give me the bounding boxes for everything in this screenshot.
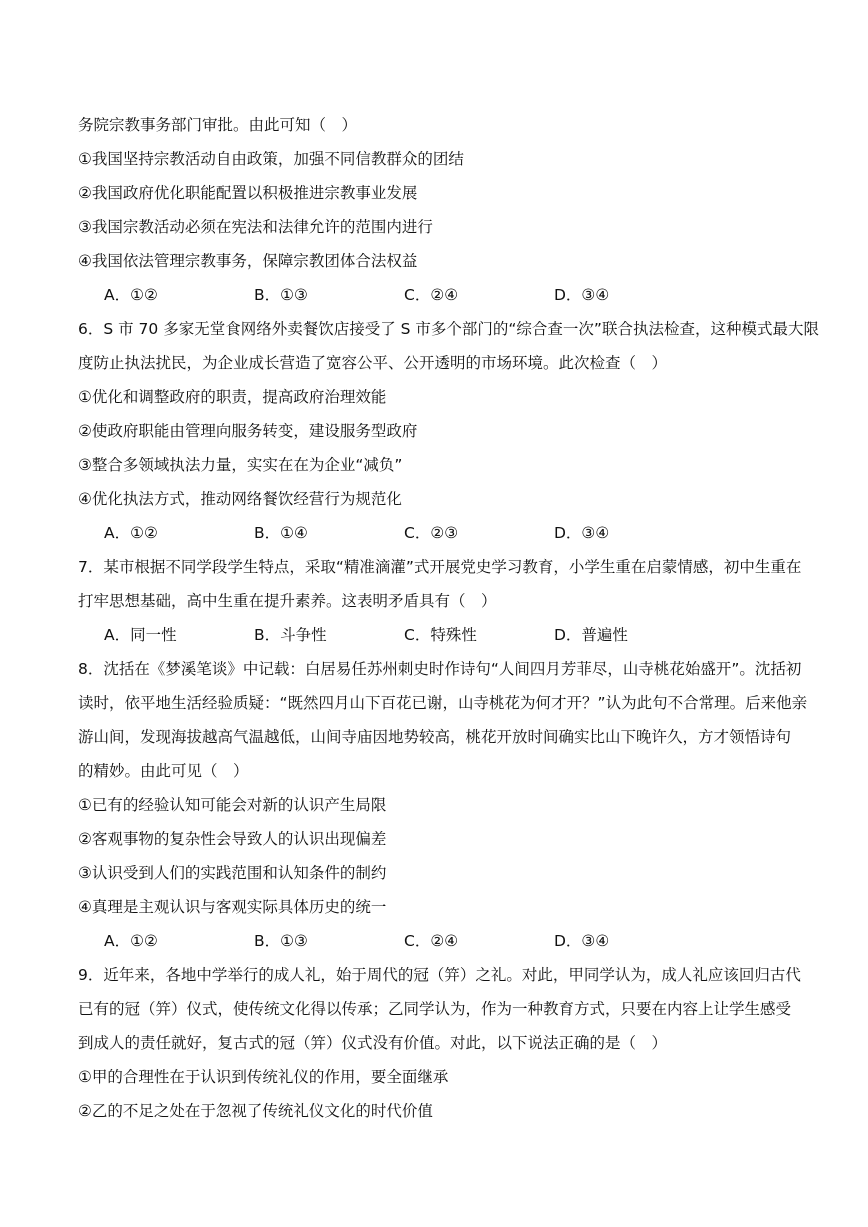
q9-item-2: ②乙的不足之处在于忽视了传统礼仪文化的时代价值 (78, 1102, 433, 1120)
q5-stem: 务院宗教事务部门审批。由此可知（ ） (78, 116, 358, 134)
q6-item-2: ②使政府职能由管理向服务转变，建设服务型政府 (78, 422, 418, 440)
q7-option-d: D．普遍性 (554, 626, 628, 644)
q6-option-c: C．②③ (404, 524, 459, 542)
q6-option-a: A．①② (104, 524, 158, 542)
q6-option-b: B．①④ (254, 524, 308, 542)
q8-stem-line-4: 的精妙。由此可见（ ） (78, 762, 249, 780)
q5-option-c: C．②④ (404, 286, 459, 304)
q9-stem-line-3: 到成人的责任就好，复古式的冠（笄）仪式没有价值。对此，以下说法正确的是（ ） (78, 1034, 668, 1052)
q5-option-d: D．③④ (554, 286, 610, 304)
q8-option-c: C．②④ (404, 932, 459, 950)
q5-item-4: ④我国依法管理宗教事务，保障宗教团体合法权益 (78, 252, 418, 270)
q6-stem-line-2: 度防止执法扰民，为企业成长营造了宽容公平、公开透明的市场环境。此次检查（ ） (78, 354, 668, 372)
q9-stem-line-1: 9．近年来，各地中学举行的成人礼，始于周代的冠（笄）之礼。对此，甲同学认为，成人礼应该回归古代 (78, 966, 801, 984)
q9-item-1: ①甲的合理性在于认识到传统礼仪的作用，要全面继承 (78, 1068, 449, 1086)
q6-options (78, 516, 798, 550)
q6-item-4: ④优化执法方式，推动网络餐饮经营行为规范化 (78, 490, 402, 508)
q8-item-3: ③认识受到人们的实践范围和认知条件的制约 (78, 864, 387, 882)
q6-item-1: ①优化和调整政府的职责，提高政府治理效能 (78, 388, 387, 406)
q8-option-b: B．①③ (254, 932, 308, 950)
q7-options (78, 618, 798, 652)
q8-item-4: ④真理是主观认识与客观实际具体历史的统一 (78, 898, 387, 916)
q8-options (78, 924, 798, 958)
q5-item-3: ③我国宗教活动必须在宪法和法律允许的范围内进行 (78, 218, 433, 236)
q7-stem-line-2: 打牢思想基础，高中生重在提升素养。这表明矛盾具有（ ） (78, 592, 497, 610)
q5-item-2: ②我国政府优化职能配置以积极推进宗教事业发展 (78, 184, 418, 202)
q6-item-3: ③整合多领域执法力量，实实在在为企业“减负” (78, 456, 403, 474)
q8-option-d: D．③④ (554, 932, 610, 950)
q7-option-b: B．斗争性 (254, 626, 327, 644)
q8-item-2: ②客观事物的复杂性会导致人的认识出现偏差 (78, 830, 387, 848)
q9-stem-line-2: 已有的冠（笄）仪式，使传统文化得以传承；乙同学认为，作为一种教育方式，只要在内容上让学生感受 (78, 1000, 792, 1018)
q5-option-a: A．①② (104, 286, 158, 304)
q7-option-a: A．同一性 (104, 626, 177, 644)
q8-stem-line-3: 游山间，发现海拔越高气温越低，山间寺庙因地势较高，桃花开放时间确实比山下晚许久，方才领悟诗句 (78, 728, 792, 746)
q8-stem-line-1: 8．沈括在《梦溪笔谈》中记载：白居易任苏州刺史时作诗句“人间四月芳菲尽，山寺桃花始盛开”。沈括初 (78, 660, 802, 678)
q5-item-1: ①我国坚持宗教活动自由政策，加强不同信教群众的团结 (78, 150, 464, 168)
q8-option-a: A．①② (104, 932, 158, 950)
exam-page (78, 108, 819, 1128)
q5-options (78, 278, 798, 312)
q7-option-c: C．特殊性 (404, 626, 477, 644)
q7-stem-line-1: 7．某市根据不同学段学生特点，采取“精准滴灌”式开展党史学习教育，小学生重在启蒙情感，初中生重在 (78, 558, 802, 576)
q5-option-b: B．①③ (254, 286, 308, 304)
q6-option-d: D．③④ (554, 524, 610, 542)
q8-stem-line-2: 读时，依平地生活经验质疑：“既然四月山下百花已谢，山寺桃花为何才开？”认为此句不合常理。后来他亲 (78, 694, 808, 712)
q6-stem-line-1: 6．S 市 70 多家无堂食网络外卖餐饮店接受了 S 市多个部门的“综合查一次”联合执法检查，这种模式最大限 (78, 320, 819, 338)
q8-item-1: ①已有的经验认知可能会对新的认识产生局限 (78, 796, 387, 814)
